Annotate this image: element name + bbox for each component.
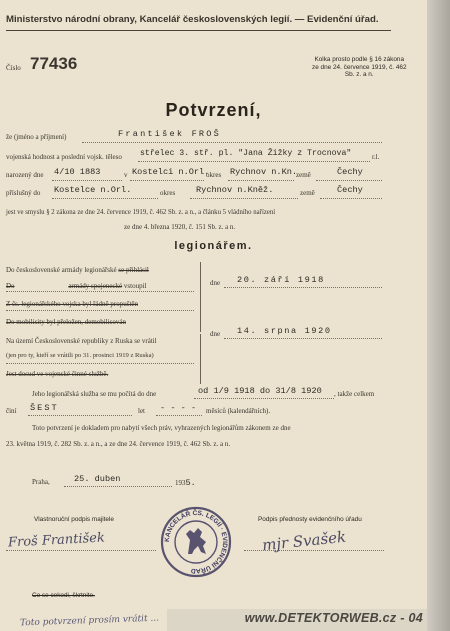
joined-line-2 [6,282,146,290]
service-period-line [194,398,334,399]
born-land-label: země [296,171,311,179]
discharged-separator [6,310,194,311]
home-label: příslušný do [6,189,41,197]
born-land: Čechy [337,167,363,177]
born-district-label: okres [206,171,222,179]
watermark-band [167,609,427,631]
born-land-line [316,180,382,181]
return-date: 14. srpna 1920 [237,326,332,336]
months-label: měsíců (kalendářních). [206,407,271,415]
home-place-line [52,198,158,199]
issue-day-line [64,486,172,487]
months-value: - - - - [160,403,197,413]
return-text: Na území Československé republiky z Ruska se vrátil [6,337,157,345]
rank-line [138,161,370,162]
name-value: František FROŠ [118,129,221,139]
born-district: Rychnov n.Kn. [230,167,298,177]
years-line [28,415,132,416]
home-district-label: okres [160,189,176,197]
handwritten-bottom-note: Toto potvrzení prosím vrátit ... [19,613,160,629]
place-label: Praha, [32,478,50,486]
born-place: Kostelci n.Orl. [132,167,210,177]
office-caption: Podpis přednosty evidenčního úřadu [258,516,362,523]
issue-day: 25. duben [74,474,121,484]
document-number: 77436 [30,54,78,73]
ministry-header: Ministerstvo národní obrany, Kancelář československých legií. — Evidenční úřad. [6,14,379,25]
legal-note-line: Kolka prosto podle § 16 zákona [314,56,405,63]
born-date: 4/10 1883 [54,167,101,177]
born-date-line [52,180,122,181]
return-separator [6,363,194,364]
born-district-line [228,180,294,181]
months-line [156,415,202,416]
service-calc-label: Jeho legionářská služba se mu počítá do dne [32,390,157,398]
joined-text: Do československé armády legionářské [6,266,117,274]
name-label: že (jméno a příjmení) [6,133,67,141]
home-district-line [190,198,298,199]
lion-emblem [186,528,206,554]
allied-army-struck: armády spojenecké [68,282,123,290]
joined-text-struck: se přihlásil [118,266,149,274]
holder-caption: Vlastnoruční podpis majitele [34,516,114,523]
joined-separator [6,291,194,292]
holder-sig-line [6,550,156,551]
active-duty-struck: Jest dosud ve vojenské činné službě. [6,370,109,378]
joined-do-struck: Do [6,282,15,290]
joined-bracket [200,262,201,332]
return-note: (jen pro ty, kteří se vrátili po 31. prosinci 1919 z Ruska) [6,352,154,359]
born-label: narozený dne [6,171,44,179]
born-in: v [124,171,128,179]
join-date-line [224,287,382,288]
home-place: Kostelce n.Orl. [54,185,132,195]
name-line [82,142,382,143]
legionnaire-heading: legionářem. [174,240,253,252]
service-total-label: , takže celkem [334,390,375,398]
basis-text: Toto potvrzení je dokladem pro nabytí všech práv, vyhrazených legionářům zákonem ze dne [32,424,291,432]
law-text: jest ve smyslu § 2 zákona ze dne 24. července 1919, č. 462 Sb. z. a n., a článku 5 vládního nařízení [6,209,276,216]
legal-note [312,56,407,79]
watermark: www.DETEKTORWEB.cz - 04 [244,611,423,625]
legal-note-line: ze dne 24. července 1919, č. 462 [312,63,407,71]
bottom-note: Co se cekodi, škrtnite. [32,592,95,599]
rank-value: střelec 3. stř. pl. "Jana Žižky z Trocnova" [140,149,352,158]
demobilised-struck: Do mobilisity byl přeložen, demobilisován [6,318,126,326]
rank-label: vojenská hodnost a poslední vojsk. těleso [6,153,122,161]
join-date: 20. září 1918 [237,275,325,285]
issue-year [175,478,196,488]
legal-note-line: Sb. z. a n. [344,71,374,79]
document-title: Potvrzení, [165,100,262,120]
born-place-line [130,180,204,181]
basis-text-2: 23. května 1919, č. 282 Sb. z. a n., a ze dne 24. července 1919, č. 462 Sb. z. a n. [6,440,231,448]
service-period: od 1/9 1918 do 31/8 1920 [198,386,322,396]
rank-suffix: r.l. [372,153,380,161]
holder-signature: Froš František [7,530,106,551]
stamp-text: KANCELÁŘ ČS. LEGIÍ · EVIDENČNÍ ÚŘAD [163,509,229,575]
official-stamp [160,506,232,578]
home-land-label: země [300,189,315,197]
header-rule [6,30,391,31]
discharged-struck: Z čs. legionářského vojska byl řádně propuštěn [6,300,138,308]
home-land: Čechy [337,185,363,195]
number-label: Číslo [6,64,21,72]
year-prefix: 193 [175,479,186,487]
page-edge [427,0,450,631]
home-land-line [320,198,382,199]
join-date-label: dne [210,279,221,287]
years-value: ŠEST [30,403,59,413]
joined-entered: vstoupil [123,282,147,290]
service-amount-label: činí [6,407,17,415]
office-signature: mjr Svašek [261,527,347,555]
years-label: let [138,407,145,415]
year-suffix: 5. [185,478,196,488]
return-date-line [224,338,382,339]
joined-line-1 [6,266,149,274]
return-bracket [200,334,201,384]
home-district: Rychnov n.Kněž. [196,185,274,195]
law-text-2: ze dne 4. března 1920, č. 151 Sb. z. a n. [124,223,236,231]
return-date-label: dne [210,330,221,338]
